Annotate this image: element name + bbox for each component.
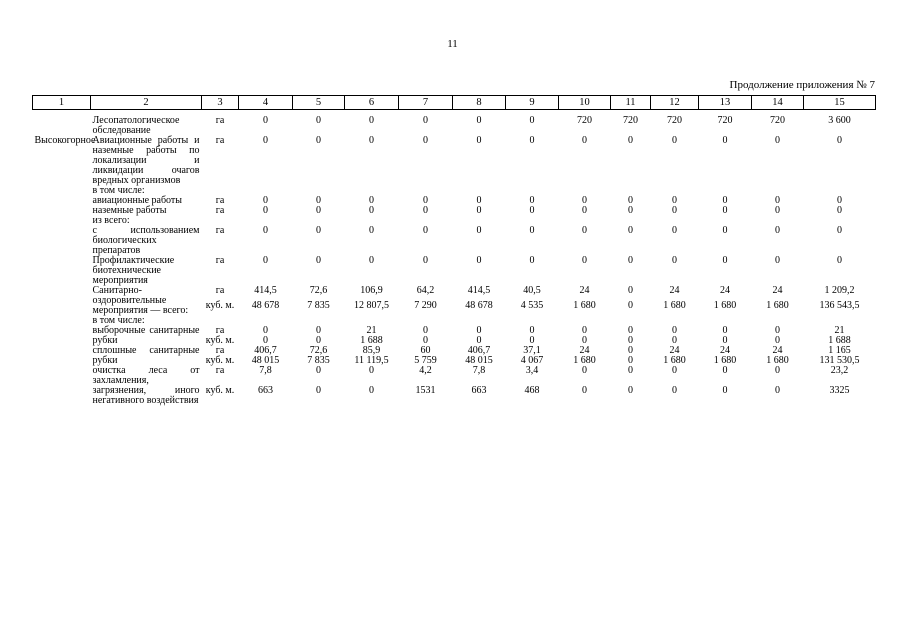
value-cell: 0 <box>582 365 587 376</box>
value-cell: 0 <box>316 135 321 146</box>
appendix-caption: Продолжение приложения № 7 <box>729 79 875 91</box>
value-cell: 0 <box>628 225 633 236</box>
value-cell: 0 <box>369 195 374 206</box>
value-cell: 0 <box>628 285 633 296</box>
unit-cell: га <box>215 325 225 336</box>
activity-name: с использованием биологических препаратов <box>92 225 200 256</box>
forest-works-table <box>32 95 876 406</box>
value-cell: 0 <box>628 325 633 336</box>
value-cell: 72,6 <box>309 345 328 356</box>
activity-name: Профилактические биотехнические мероприятия <box>92 255 175 286</box>
activity-name: Авиационные работы и наземные работы по локализации и ликвидации очагов вредных организмов <box>92 135 200 186</box>
table-row <box>33 346 876 356</box>
zone-cell <box>33 186 91 196</box>
activity-name: в том числе: <box>92 185 145 196</box>
value-cell: 0 <box>369 365 374 376</box>
activity-name: Лесопатологическое обследование <box>92 115 180 136</box>
value-cell: 0 <box>529 135 535 146</box>
column-header: 8 <box>453 96 506 110</box>
value-cell: 24 <box>579 285 590 296</box>
value-cell: 0 <box>476 255 482 266</box>
value-cell: 0 <box>775 325 780 336</box>
value-cell: 4 535 <box>520 300 544 311</box>
value-cell: 0 <box>628 255 633 266</box>
value-cell: 0 <box>369 385 374 396</box>
value-cell: 0 <box>529 335 535 346</box>
value-cell: 414,5 <box>254 285 277 296</box>
value-cell: 0 <box>423 225 428 236</box>
value-cell: 24 <box>772 285 783 296</box>
column-header: 10 <box>559 96 611 110</box>
value-cell: 0 <box>628 205 633 216</box>
value-cell: 7,8 <box>472 365 486 376</box>
value-cell: 0 <box>316 325 321 336</box>
unit-cell: га <box>215 255 225 266</box>
value-cell: 0 <box>775 255 780 266</box>
table-body <box>33 110 876 407</box>
unit-cell: га <box>215 135 225 146</box>
value-cell: 48 678 <box>251 300 280 311</box>
value-cell: 64,2 <box>416 285 435 296</box>
value-cell: 0 <box>316 255 321 266</box>
value-cell: 0 <box>722 205 728 216</box>
value-cell: 0 <box>582 325 587 336</box>
value-cell: 0 <box>672 325 677 336</box>
value-cell: 1 680 <box>766 300 789 311</box>
value-cell: 0 <box>582 205 587 216</box>
value-cell: 0 <box>423 325 428 336</box>
value-cell: 0 <box>722 195 728 206</box>
column-header: 9 <box>506 96 559 110</box>
zone-cell <box>33 326 91 346</box>
value-cell: 0 <box>369 135 374 146</box>
value-cell: 0 <box>263 195 268 206</box>
value-cell: 406,7 <box>467 345 491 356</box>
value-cell: 1 680 <box>663 355 686 366</box>
column-header: 12 <box>651 96 699 110</box>
value-cell: 12 807,5 <box>354 300 389 311</box>
value-cell: 1 680 <box>713 300 737 311</box>
value-cell: 48 678 <box>465 300 493 311</box>
value-cell: 0 <box>529 195 535 206</box>
value-cell: 0 <box>316 365 321 376</box>
value-cell: 0 <box>837 225 842 236</box>
value-cell: 0 <box>423 205 428 216</box>
value-cell: 0 <box>672 205 677 216</box>
value-cell: 0 <box>476 325 482 336</box>
value-cell: 720 <box>623 115 638 126</box>
zone-cell: Высокогорное <box>34 135 96 146</box>
value-cell: 1531 <box>415 385 436 396</box>
value-cell: 0 <box>529 225 535 236</box>
value-cell: 0 <box>476 205 482 216</box>
table-row <box>33 366 876 386</box>
value-cell: 720 <box>717 115 733 126</box>
table-row <box>33 226 876 256</box>
zone-cell <box>33 206 91 216</box>
value-cell: 406,7 <box>254 345 277 356</box>
value-cell: 48 015 <box>465 355 493 366</box>
value-cell: 0 <box>476 335 482 346</box>
value-cell: 21 <box>366 325 377 336</box>
value-cell: 131 530,5 <box>819 355 860 366</box>
activity-name: авиационные работы <box>92 195 182 206</box>
value-cell: 0 <box>263 335 268 346</box>
value-cell: 136 543,5 <box>819 300 860 311</box>
value-cell: 0 <box>263 115 268 126</box>
activity-name: из всего: <box>92 215 130 226</box>
value-cell: 24 <box>720 345 730 356</box>
value-cell: 0 <box>529 325 535 336</box>
value-cell: 0 <box>722 225 728 236</box>
value-cell: 4 067 <box>520 355 544 366</box>
value-cell: 0 <box>582 335 587 346</box>
value-cell: 0 <box>529 115 535 126</box>
value-cell: 0 <box>672 195 677 206</box>
unit-cell: га <box>215 195 225 206</box>
value-cell: 0 <box>369 255 374 266</box>
value-cell: 40,5 <box>523 285 541 296</box>
activity-name: выборочные санитарные рубки <box>92 325 200 346</box>
value-cell: 21 <box>834 325 845 336</box>
value-cell: 0 <box>582 385 587 396</box>
zone-cell <box>33 286 91 316</box>
column-header: 15 <box>804 96 876 110</box>
table-row <box>33 256 876 286</box>
value-cell: 1 680 <box>766 355 789 366</box>
value-cell: 0 <box>423 135 428 146</box>
value-cell: 24 <box>669 345 680 356</box>
unit-cell: куб. м. <box>205 385 235 396</box>
value-cell: 0 <box>263 255 268 266</box>
value-cell: 5 759 <box>414 355 437 366</box>
value-cell: 1 688 <box>828 335 851 346</box>
unit-cell: га <box>215 205 225 216</box>
table-row <box>33 110 876 137</box>
value-cell: 0 <box>582 225 587 236</box>
value-cell: 0 <box>316 385 321 396</box>
value-cell: 663 <box>258 385 273 396</box>
value-cell: 0 <box>316 205 321 216</box>
column-header: 13 <box>699 96 752 110</box>
value-cell: 106,9 <box>360 285 383 296</box>
column-header: 6 <box>345 96 399 110</box>
value-cell: 720 <box>770 115 785 126</box>
value-cell: 0 <box>628 195 633 206</box>
value-cell: 0 <box>672 255 677 266</box>
value-cell: 0 <box>263 205 268 216</box>
column-header: 14 <box>752 96 804 110</box>
zone-cell <box>33 216 91 226</box>
value-cell: 0 <box>837 135 842 146</box>
value-cell: 0 <box>628 335 633 346</box>
value-cell: 24 <box>579 345 590 356</box>
value-cell: 60 <box>420 345 431 356</box>
value-cell: 1 680 <box>573 300 596 311</box>
value-cell: 0 <box>316 335 321 346</box>
table-row <box>33 326 876 336</box>
value-cell: 0 <box>529 255 535 266</box>
value-cell: 0 <box>628 355 633 366</box>
column-header: 7 <box>399 96 453 110</box>
table-row <box>33 206 876 216</box>
value-cell: 0 <box>582 195 587 206</box>
value-cell: 0 <box>316 115 321 126</box>
value-cell: 3,4 <box>525 365 539 376</box>
zone-cell <box>33 226 91 256</box>
value-cell: 4,2 <box>419 365 432 376</box>
value-cell: 0 <box>628 385 633 396</box>
zone-cell <box>33 110 91 137</box>
unit-cell: га <box>215 345 225 356</box>
value-cell: 0 <box>775 195 780 206</box>
value-cell: 0 <box>672 365 677 376</box>
value-cell: 0 <box>722 365 728 376</box>
value-cell: 414,5 <box>467 285 491 296</box>
value-cell: 0 <box>672 335 677 346</box>
value-cell: 0 <box>837 255 842 266</box>
value-cell: 0 <box>316 195 321 206</box>
value-cell: 0 <box>722 255 728 266</box>
value-cell: 0 <box>722 385 728 396</box>
value-cell: 72,6 <box>309 285 328 296</box>
value-cell: 0 <box>722 135 728 146</box>
table-row <box>33 136 876 186</box>
unit-cell: куб. м. <box>205 300 235 311</box>
value-cell: 663 <box>471 385 487 396</box>
value-cell: 0 <box>316 225 321 236</box>
value-cell: 24 <box>669 285 680 296</box>
column-header: 1 <box>33 96 91 110</box>
value-cell: 11 119,5 <box>354 355 389 366</box>
value-cell: 0 <box>672 385 677 396</box>
value-cell: 7 835 <box>307 355 330 366</box>
value-cell: 0 <box>369 115 374 126</box>
value-cell: 1 680 <box>663 300 686 311</box>
zone-cell <box>33 316 91 326</box>
value-cell: 0 <box>672 225 677 236</box>
value-cell: 0 <box>423 195 428 206</box>
value-cell: 0 <box>628 300 633 311</box>
activity-name: очистка леса от захламления, загрязнения, иного негативного воздействия <box>92 365 200 406</box>
value-cell: 0 <box>837 205 842 216</box>
value-cell: 0 <box>423 255 428 266</box>
value-cell: 468 <box>524 385 540 396</box>
table-row <box>33 286 876 301</box>
value-cell: 0 <box>423 115 428 126</box>
value-cell: 720 <box>667 115 682 126</box>
value-cell: 0 <box>722 325 728 336</box>
unit-cell: га <box>215 225 225 236</box>
value-cell: 0 <box>628 365 633 376</box>
column-number-row <box>33 96 876 110</box>
value-cell: 3 600 <box>828 115 851 126</box>
value-cell: 23,2 <box>830 365 849 376</box>
value-cell: 37,1 <box>523 345 541 356</box>
value-cell: 1 680 <box>713 355 737 366</box>
value-cell: 0 <box>476 225 482 236</box>
value-cell: 0 <box>837 195 842 206</box>
value-cell: 0 <box>476 115 482 126</box>
value-cell: 7 290 <box>414 300 437 311</box>
value-cell: 0 <box>775 225 780 236</box>
value-cell: 1 209,2 <box>824 285 855 296</box>
value-cell: 3325 <box>829 385 850 396</box>
column-header: 3 <box>202 96 239 110</box>
value-cell: 0 <box>369 205 374 216</box>
value-cell: 7,8 <box>259 365 272 376</box>
value-cell: 0 <box>369 225 374 236</box>
value-cell: 0 <box>423 335 428 346</box>
zone-cell <box>33 256 91 286</box>
value-cell: 48 015 <box>251 355 280 366</box>
value-cell: 0 <box>775 335 780 346</box>
zone-cell <box>33 346 91 366</box>
column-header: 11 <box>611 96 651 110</box>
column-header: 5 <box>293 96 345 110</box>
value-cell: 0 <box>263 135 268 146</box>
value-cell: 720 <box>577 115 592 126</box>
value-cell: 0 <box>722 335 728 346</box>
value-cell: 1 165 <box>828 345 851 356</box>
value-cell: 0 <box>476 135 482 146</box>
value-cell: 1 688 <box>360 335 383 346</box>
value-cell: 0 <box>775 365 780 376</box>
value-cell: 0 <box>263 325 268 336</box>
value-cell: 0 <box>775 135 780 146</box>
zone-cell <box>33 196 91 206</box>
page-number: 11 <box>447 38 458 50</box>
unit-cell: куб. м. <box>205 355 235 366</box>
value-cell: 0 <box>476 195 482 206</box>
unit-cell: га <box>215 285 225 296</box>
unit-cell: га <box>215 115 225 126</box>
value-cell: 0 <box>628 345 633 356</box>
unit-cell: куб. м. <box>205 335 235 346</box>
value-cell: 24 <box>772 345 783 356</box>
value-cell: 85,9 <box>362 345 381 356</box>
value-cell: 0 <box>775 385 780 396</box>
value-cell: 0 <box>775 205 780 216</box>
value-cell: 24 <box>720 285 730 296</box>
unit-cell: га <box>215 365 225 376</box>
value-cell: 0 <box>529 205 535 216</box>
activity-name: в том числе: <box>92 315 145 326</box>
value-cell: 0 <box>582 135 587 146</box>
activity-name: наземные работы <box>92 205 167 216</box>
value-cell: 7 835 <box>307 300 330 311</box>
value-cell: 1 680 <box>573 355 596 366</box>
column-header: 4 <box>239 96 293 110</box>
activity-name: сплошные санитарные рубки <box>92 345 200 366</box>
zone-cell <box>33 366 91 406</box>
column-header: 2 <box>91 96 202 110</box>
activity-name: Санитарно-оздоровительные мероприятия — всего: <box>92 285 189 316</box>
value-cell: 0 <box>582 255 587 266</box>
value-cell: 0 <box>628 135 633 146</box>
value-cell: 0 <box>672 135 677 146</box>
value-cell: 0 <box>263 225 268 236</box>
